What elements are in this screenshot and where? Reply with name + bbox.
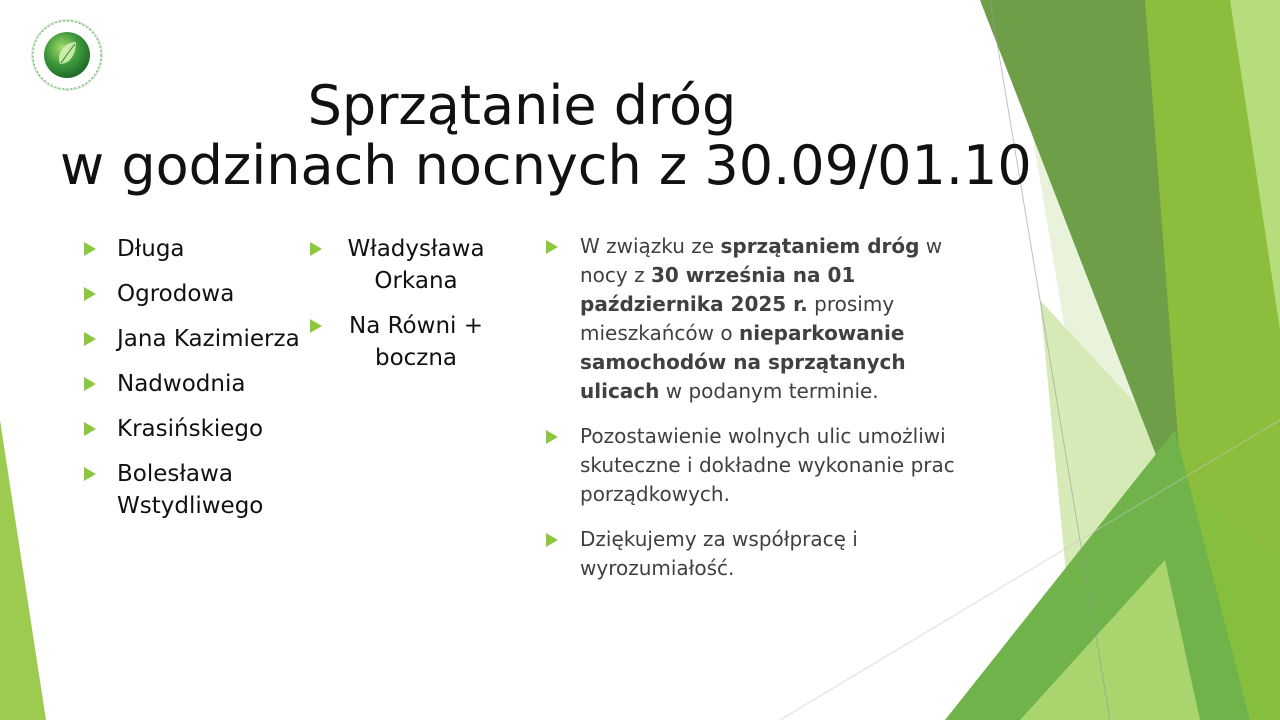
info-bold-date: 30 września na 01 października 2025 r. <box>580 263 856 316</box>
bullet-arrow-icon <box>84 422 96 436</box>
bullet-arrow-icon <box>84 332 96 346</box>
street-item <box>84 413 304 445</box>
street-item <box>310 233 500 297</box>
bullet-arrow-icon <box>310 242 322 256</box>
bullet-arrow-icon <box>84 377 96 391</box>
street-item <box>84 368 304 400</box>
street-label: Długa <box>117 236 185 262</box>
street-item <box>84 458 304 522</box>
streets-list-2 <box>310 233 500 387</box>
info-text: W związku ze <box>580 234 721 258</box>
info-bold: sprzątaniem dróg <box>720 234 920 258</box>
street-item <box>84 233 304 265</box>
slide-title <box>60 74 1032 197</box>
title-line-1: Sprzątanie dróg <box>307 74 737 137</box>
street-item <box>84 278 304 310</box>
info-list <box>546 232 966 599</box>
info-text: Dziękujemy za współpracę i wyrozumiałość. <box>580 527 858 580</box>
bullet-arrow-icon <box>546 430 558 444</box>
info-paragraph-free-streets <box>546 422 966 509</box>
title-line-2: w godzinach nocnych z 30.09/01.10 <box>60 134 1032 197</box>
street-item <box>310 310 500 374</box>
bullet-arrow-icon <box>84 242 96 256</box>
info-text: w podanym terminie. <box>659 379 879 403</box>
street-label: Jana Kazimierza <box>117 326 300 352</box>
info-text: Pozostawienie wolnych ulic umożliwi skuteczne i dokładne wykonanie prac porządkowych. <box>580 424 955 506</box>
bullet-arrow-icon <box>546 240 558 254</box>
info-text: w nocy z <box>580 234 943 287</box>
street-item <box>84 323 304 355</box>
street-label: Nadwodnia <box>117 371 246 397</box>
street-label: Bolesława Wstydliwego <box>117 461 264 519</box>
street-label: Krasińskiego <box>117 416 264 442</box>
bullet-arrow-icon <box>84 287 96 301</box>
left-green-sliver <box>0 420 46 720</box>
streets-list-1 <box>84 233 304 535</box>
bullet-arrow-icon <box>84 467 96 481</box>
street-label: Na Równi + boczna <box>349 313 483 371</box>
bullet-arrow-icon <box>546 533 558 547</box>
street-label: Władysława Orkana <box>347 236 485 294</box>
info-bold: nieparkowanie samochodów na sprzątanych ulicach <box>580 321 906 403</box>
info-paragraph-parking <box>546 232 966 406</box>
info-text: prosimy mieszkańców o <box>580 292 895 345</box>
info-paragraph-thanks <box>546 525 966 583</box>
street-label: Ogrodowa <box>117 281 235 307</box>
bullet-arrow-icon <box>310 319 322 333</box>
